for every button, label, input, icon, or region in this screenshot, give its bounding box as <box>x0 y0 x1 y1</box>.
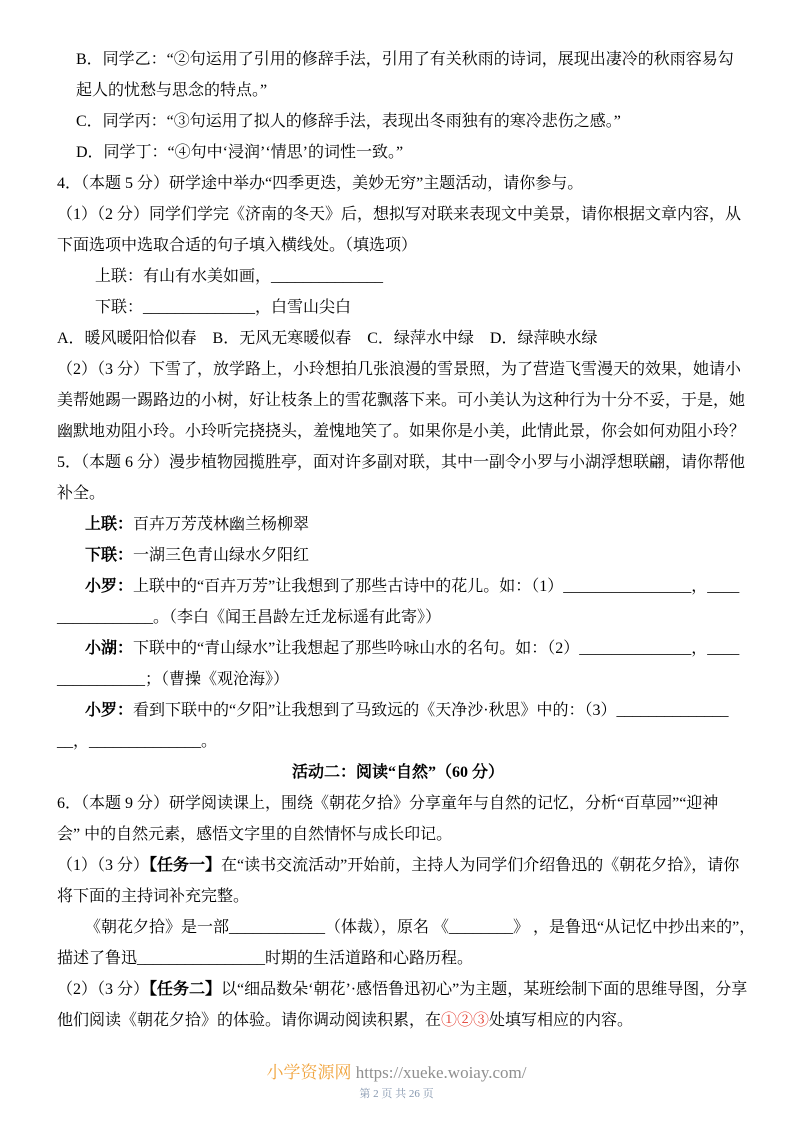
text-segment: 起人的忧愁与思念的特点。” <box>76 82 268 99</box>
text-line <box>57 726 739 757</box>
text-segment: （1）（3 分） <box>57 857 150 874</box>
text-segment: __，______________。 <box>57 733 218 750</box>
text-segment: D．同学丁：“④句中‘浸润’‘情思’的词性一致。” <box>76 144 404 161</box>
text-segment: 他们阅读《朝花夕拾》的体验。请你调动阅读积累，在 <box>57 1012 442 1029</box>
text-segment: 一湖三色青山绿水夕阳红 <box>133 547 310 564</box>
text-segment: ____________。（李白《闻王昌龄左迁龙标遥有此寄》） <box>57 609 442 626</box>
text-segment: 下联： <box>85 547 134 564</box>
text-segment: 美帮她踢一踢路边的小树，好让枝条上的雪花飘落下来。可小美认为这种行为十分不妥，于是，她 <box>57 392 746 409</box>
text-line <box>57 323 739 354</box>
text-segment: 上联中的“百卉万芳”让我想到了那些古诗中的花儿。如：（1）________________，____ <box>133 578 740 595</box>
text-line <box>57 447 746 478</box>
text-line <box>57 664 739 695</box>
text-segment: 小罗： <box>85 702 134 719</box>
text-line <box>57 168 739 199</box>
text-segment: 描述了鲁迅________________时期的生活道路和心路历程。 <box>57 950 474 967</box>
text-segment: A．暖风暖阳恰似春 B．无风无寒暖似春 C．绿萍水中绿 D．绿萍映水绿 <box>57 330 598 347</box>
text-line <box>57 757 739 788</box>
text-line <box>57 292 739 323</box>
text-segment: 活动二：阅读“自然”（60 分） <box>291 764 504 781</box>
text-line <box>57 695 739 726</box>
text-line <box>57 385 746 416</box>
text-line <box>57 788 739 819</box>
text-line <box>57 912 756 943</box>
text-line <box>57 44 739 75</box>
text-segment: 在“读书交流活动”开始前，主持人为同学们介绍鲁迅的《朝花夕拾》，请你 <box>221 857 740 874</box>
text-segment: 4．（本题 5 分）研学途中举办“四季更迭，美妙无穷”主题活动，请你参与。 <box>57 175 584 192</box>
text-line <box>57 633 739 664</box>
text-line <box>57 602 739 633</box>
page-number: 第 2 页 共 26 页 <box>359 1088 434 1100</box>
text-segment: 会” 中的自然元素，感悟文字里的自然情怀与成长印记。 <box>57 826 453 843</box>
text-line <box>57 850 739 881</box>
text-segment: 《朝花夕拾》是一部____________（体裁），原名 《________》 ，是鲁迅“从记忆中抄出来的”， <box>85 919 756 936</box>
text-segment: 幽默地劝阻小玲。小玲听完挠挠头，羞愧地笑了。如果你是小美，此情此景，你会如何劝阻小玲？ <box>57 423 746 440</box>
text-segment: （2）（3 分） <box>57 981 150 998</box>
text-segment: 看到下联中的“夕阳”让我想到了马致远的《天净沙·秋思》中的：（3）______________ <box>133 702 729 719</box>
text-segment: ___________；（曹操《观沧海》） <box>57 671 290 688</box>
document-body <box>57 44 756 1036</box>
text-segment: 上联： <box>85 516 134 533</box>
text-segment: 6．（本题 9 分）研学阅读课上，围绕《朝花夕拾》分享童年与自然的记忆，分析“百草园”“迎神 <box>57 795 719 812</box>
text-line <box>57 137 739 168</box>
text-segment: B．同学乙：“②句运用了引用的修辞手法，引用了有关秋雨的诗词，展现出凄冷的秋雨容易勾 <box>76 51 734 68</box>
watermark <box>0 1062 793 1084</box>
text-line <box>57 509 739 540</box>
text-segment: 百卉万芳茂林幽兰杨柳翠 <box>133 516 310 533</box>
text-segment: 下联中的“青山绿水”让我想起了那些吟咏山水的名句。如：（2）______________，____ <box>133 640 740 657</box>
text-line <box>57 199 742 230</box>
text-segment: 【任务一】 <box>149 857 222 874</box>
text-line <box>57 943 739 974</box>
text-segment: （1）（2 分）同学们学完《济南的冬天》后，想拟写对联来表现文中美景，请你根据文章内容，从 <box>57 206 742 223</box>
watermark-site-url[interactable]: https://xueke.woiay.com/ <box>355 1063 527 1082</box>
text-segment: 下联：______________，白雪山尖白 <box>95 299 352 316</box>
text-line <box>57 75 739 106</box>
text-segment: 下面选项中选取合适的句子填入横线处。（填选项） <box>57 237 418 254</box>
text-segment: C．同学丙：“③句运用了拟人的修辞手法，表现出冬雨独有的寒冷悲伤之感。” <box>76 113 621 130</box>
text-segment: （2）（3 分）下雪了，放学路上，小玲想拍几张浪漫的雪景照，为了营造飞雪漫天的效果，她请小 <box>57 361 742 378</box>
page-footer <box>0 1062 793 1102</box>
text-segment: 5．（本题 6 分）漫步植物园揽胜亭，面对许多副对联，其中一副令小罗与小湖浮想联翩，请你帮他 <box>57 454 746 471</box>
text-segment: 小罗： <box>85 578 134 595</box>
text-line <box>57 881 739 912</box>
text-segment: 上联：有山有水美如画，______________ <box>95 268 384 285</box>
text-line <box>57 106 739 137</box>
text-line <box>57 819 739 850</box>
text-segment: 处填写相应的内容。 <box>489 1012 634 1029</box>
text-line <box>57 416 746 447</box>
text-line <box>57 478 739 509</box>
text-segment: 小湖： <box>85 640 134 657</box>
text-segment: 以“细品数朵‘朝花’·感悟鲁迅初心”为主题，某班绘制下面的思维导图，分享 <box>221 981 748 998</box>
text-segment: 补全。 <box>57 485 106 502</box>
watermark-site-name: 小学资源网 <box>266 1063 352 1082</box>
text-line <box>57 261 739 292</box>
text-line <box>57 1005 739 1036</box>
circled-numbers: ①②③ <box>441 1012 490 1029</box>
text-segment: 【任务二】 <box>149 981 222 998</box>
text-line <box>57 571 739 602</box>
text-line <box>57 230 739 261</box>
text-line <box>57 354 742 385</box>
text-line <box>57 540 739 571</box>
text-line <box>57 974 748 1005</box>
text-segment: 将下面的主持词补充完整。 <box>57 888 250 905</box>
